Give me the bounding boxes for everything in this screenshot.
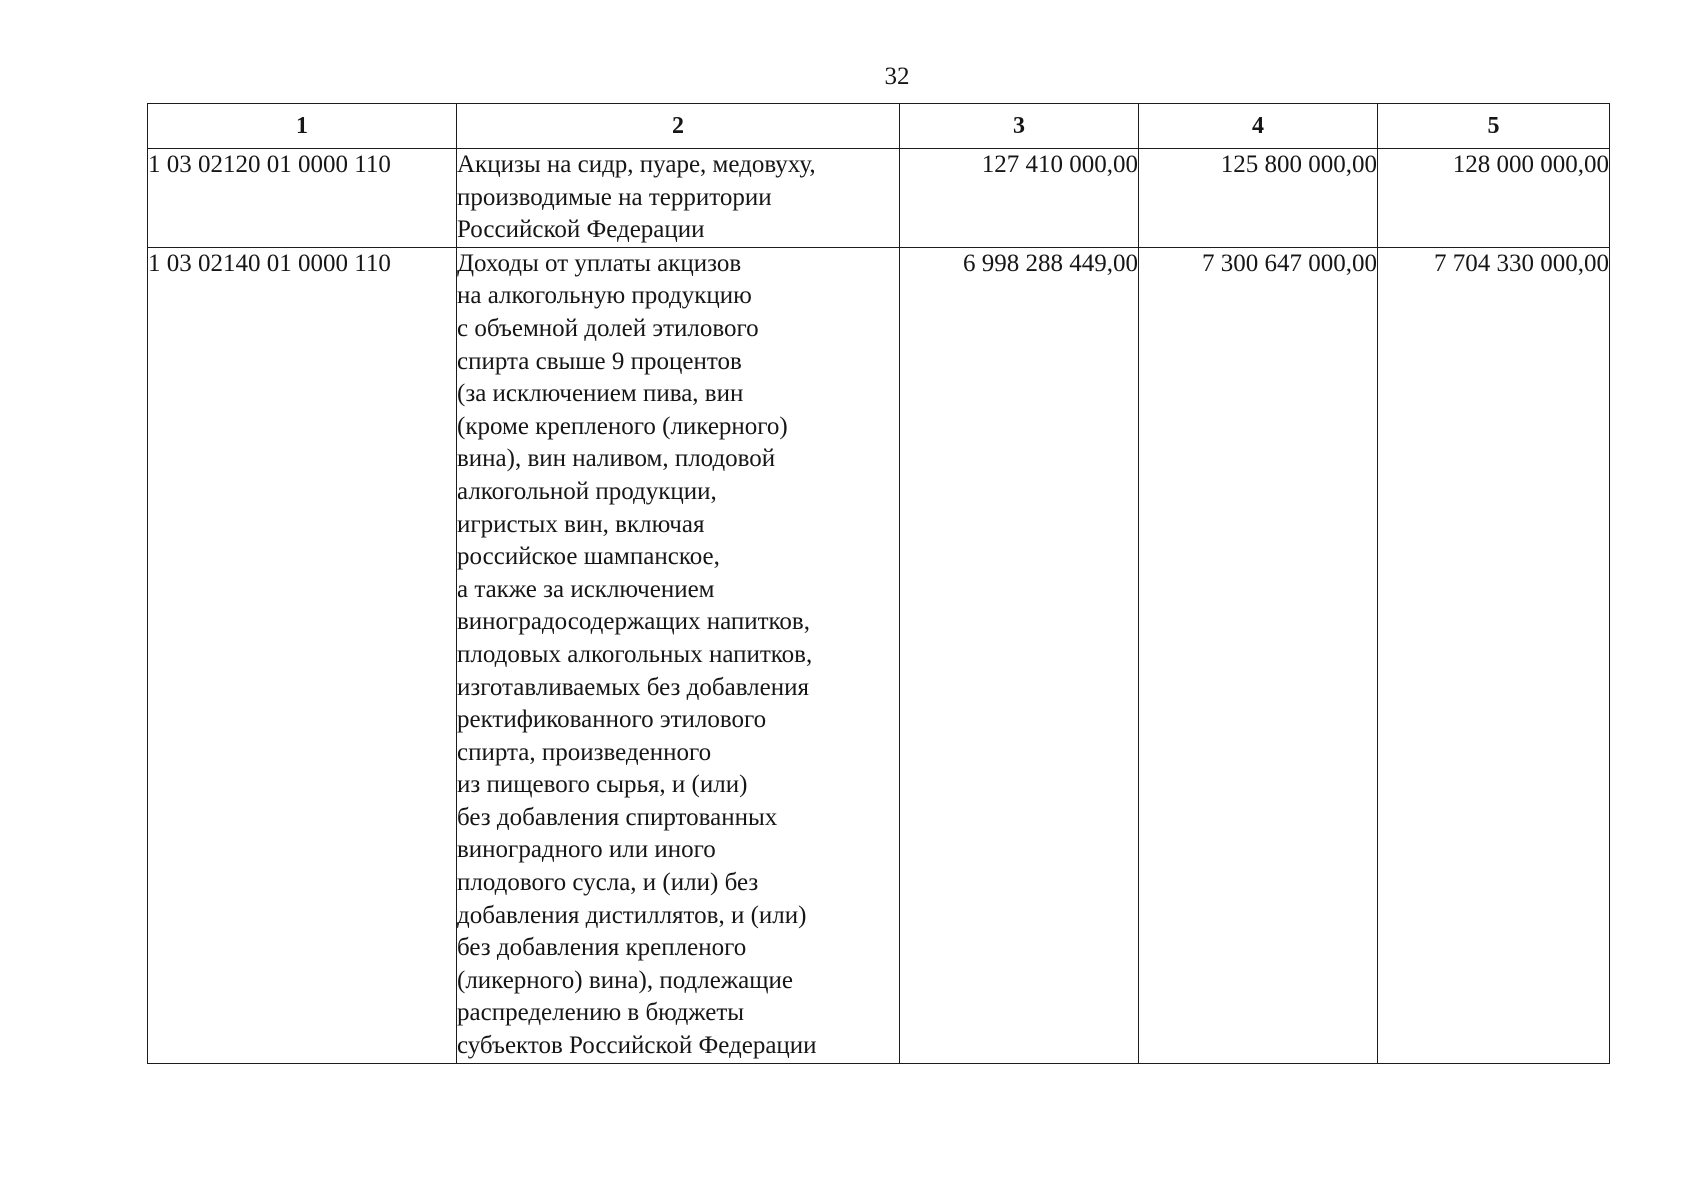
revenue-name-line: изготавливаемых без добавления [457,673,810,701]
column-header-4: 4 [1139,104,1378,149]
revenue-name-line: плодового сусла, и (или) без [457,869,759,897]
amount-cell: 128 000 000,00 [1378,149,1610,248]
column-header-3: 3 [900,104,1139,149]
revenue-name-line: плодовых алкогольных напитков, [457,640,813,668]
table-row [148,149,1610,248]
revenue-name-line: спирта свыше 9 процентов [457,347,742,375]
revenue-name-line: алкогольной продукции, [457,477,717,505]
revenue-name-line: игристых вин, включая [457,510,705,538]
revenue-name-line: (за исключением пива, вин [457,380,744,408]
revenue-name-line: распределению в бюджеты [457,999,745,1027]
amount-cell: 7 704 330 000,00 [1378,247,1610,1063]
revenue-name-line: виноградного или иного [457,836,716,864]
column-header-2: 2 [457,104,900,149]
budget-code-cell: 1 03 02140 01 0000 110 [148,247,457,1063]
revenue-name-line: производимые на территории [457,183,772,211]
revenue-name-line: без добавления крепленого [457,934,747,962]
revenue-name-line: виноградосодержащих напитков, [457,608,810,636]
budget-code-cell: 1 03 02120 01 0000 110 [148,149,457,248]
revenue-name-line: вина), вин наливом, плодовой [457,445,776,473]
revenue-name-line: на алкогольную продукцию [457,282,752,310]
revenue-name-line: Акцизы на сидр, пуаре, медовуху, [457,151,816,178]
header-row [148,104,1610,149]
revenue-name-line: ректификованного этилового [457,706,767,734]
revenue-name-cell [457,247,900,1063]
amount-cell: 7 300 647 000,00 [1139,247,1378,1063]
revenue-name-line: Доходы от уплаты акцизов [457,249,742,277]
amount-cell: 127 410 000,00 [900,149,1139,248]
revenue-name-line: из пищевого сырья, и (или) [457,771,748,799]
revenue-name-cell [457,149,900,248]
revenue-name-line: добавления дистиллятов, и (или) [457,901,807,929]
table-row [148,247,1610,1063]
revenue-name-line: без добавления спиртованных [457,803,778,831]
revenue-name-line: спирта, произведенного [457,738,712,766]
revenue-name-line: а также за исключением [457,575,715,603]
revenue-name-line: с объемной долей этилового [457,314,759,342]
amount-cell: 125 800 000,00 [1139,149,1378,248]
page-number: 32 [884,63,910,90]
revenue-name-line: субъектов Российской Федерации [457,1032,817,1060]
amount-cell: 6 998 288 449,00 [900,247,1139,1063]
revenue-table [147,103,1610,1064]
revenue-name-line: (ликерного) вина), подлежащие [457,966,793,994]
revenue-name-line: Российской Федерации [457,216,705,244]
column-header-1: 1 [148,104,457,149]
revenue-name-line: (кроме крепленого (ликерного) [457,412,788,440]
revenue-name-line: российское шампанское, [457,543,720,571]
column-header-5: 5 [1378,104,1610,149]
